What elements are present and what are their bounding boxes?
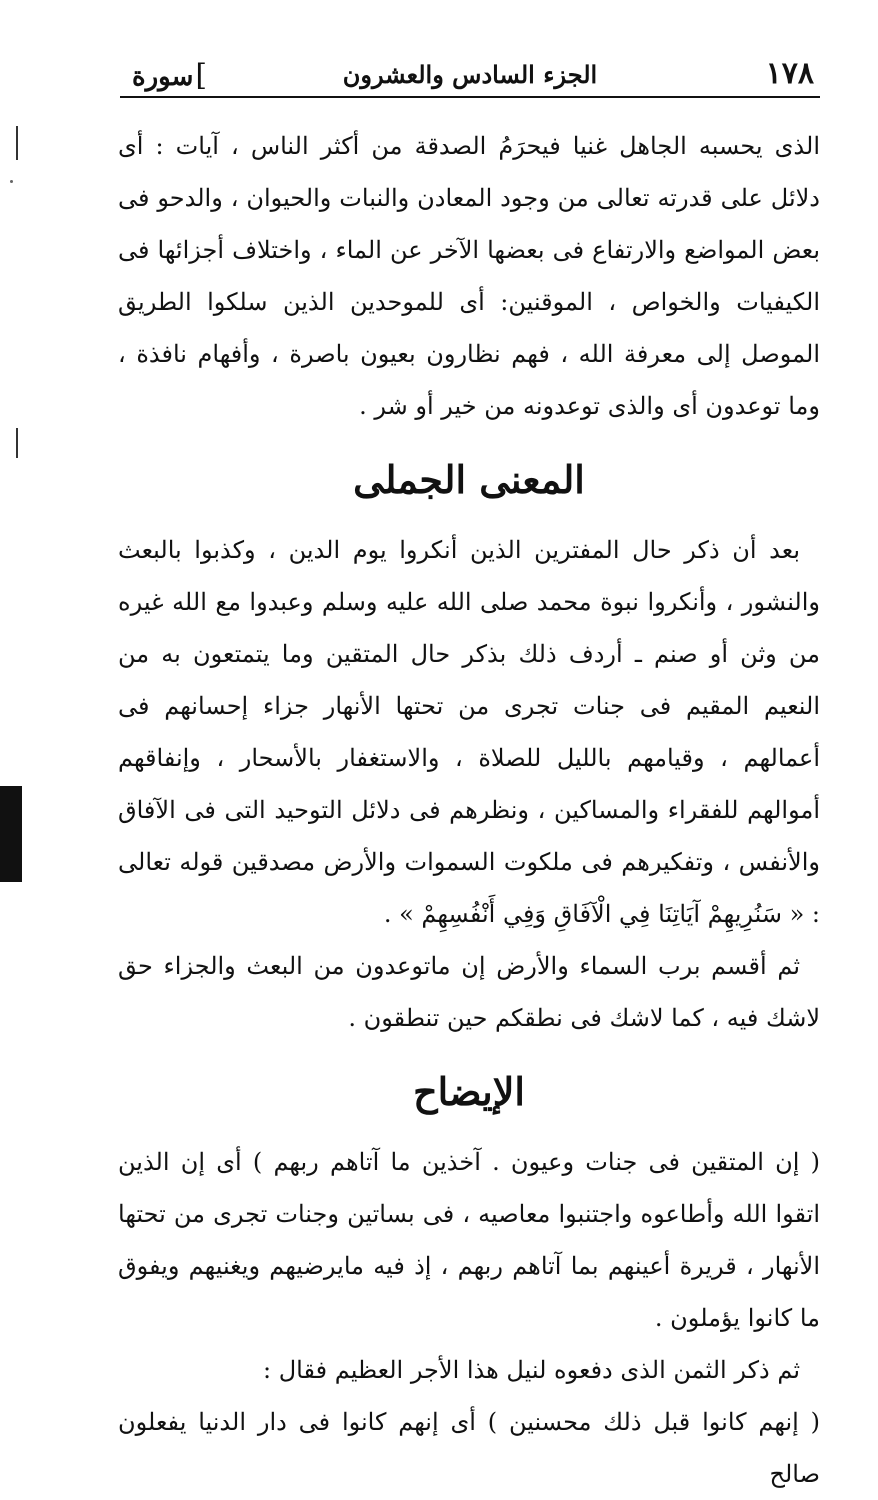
- summary-paragraph: ثم أقسم برب السماء والأرض إن ماتوعدون من البعث والجزاء حق لاشك فيه ، كما لاشك فى نطقكم حين تنطقون .: [118, 952, 820, 1032]
- scan-speck: [10, 180, 13, 183]
- page-header: [120, 50, 820, 98]
- explanation-paragraph: ثم ذكر الثمن الذى دفعوه لنيل هذا الأجر العظيم فقال :: [263, 1356, 800, 1384]
- surah-label-text: سورة: [132, 62, 194, 92]
- scan-margin-mark: [16, 428, 18, 458]
- scan-binding-shadow: [0, 786, 22, 882]
- surah-label: [132, 58, 207, 93]
- page-body: [118, 120, 820, 1500]
- summary-paragraph: بعد أن ذكر حال المفترين الذين أنكروا يوم الدين ، وكذبوا بالبعث والنشور ، وأنكروا نبوة محمد صلى الله عليه وسلم وعبدوا مع الله غيره من وثن أو صنم ـ أردف ذلك بذكر حال المتقين وما يتمتعون به من النعيم المقيم فى جنات تجرى من تحتها الأنهار جزاء إحسانهم فى أعمالهم ، وقيامهم بالليل للصلاة ، والاستغفار بالأسحار ، وإنفاقهم أموالهم للفقراء والمساكين ، ونظرهم فى دلائل التوحيد التى فى الآفاق والأنفس ، وتفكيرهم فى ملكوت السموات والأرض مصدقين قوله تعالى : « سَنُرِيهِمْ آيَاتِنَا فِي الْآفَاقِ وَفِي أَنْفُسِهِمْ » .: [118, 536, 821, 928]
- explanation-paragraph: ( إنهم كانوا قبل ذلك محسنين ) أى إنهم كانوا فى دار الدنيا يفعلون صالح: [118, 1408, 820, 1488]
- surah-bracket: [: [195, 58, 208, 93]
- scan-margin-mark: [16, 126, 18, 160]
- part-title: الجزء السادس والعشرون: [342, 60, 598, 89]
- section-heading-summary: المعنى الجملى: [353, 457, 585, 502]
- page-number: ١٧٨: [765, 56, 814, 91]
- intro-paragraph: الذى يحسبه الجاهل غنيا فيحرَمُ الصدقة من أكثر الناس ، آيات : أى دلائل على قدرته تعالى من وجود المعادن والنبات والحيوان ، والدحو فى بعض المواضع والارتفاع فى بعضها الآخر عن الماء ، واختلاف أجزائها فى الكيفيات والخواص ، الموقنين: أى للموحدين الذين سلكوا الطريق الموصل إلى معرفة الله ، فهم نظارون بعيون باصرة ، وأفهام نافذة ، وما توعدون أى والذى توعدونه من خير أو شر .: [118, 132, 821, 420]
- explanation-paragraph: ( إن المتقين فى جنات وعيون . آخذين ما آتاهم ربهم ) أى إن الذين اتقوا الله وأطاعوه واجتنبوا معاصيه ، فى بساتين وجنات تجرى من تحتها الأنهار ، قريرة أعينهم بما آتاهم ربهم ، إذ فيه مايرضيهم ويغنيهم ويفوق ما كانوا يؤملون .: [118, 1148, 820, 1332]
- section-heading-explanation: الإيضاح: [413, 1069, 525, 1114]
